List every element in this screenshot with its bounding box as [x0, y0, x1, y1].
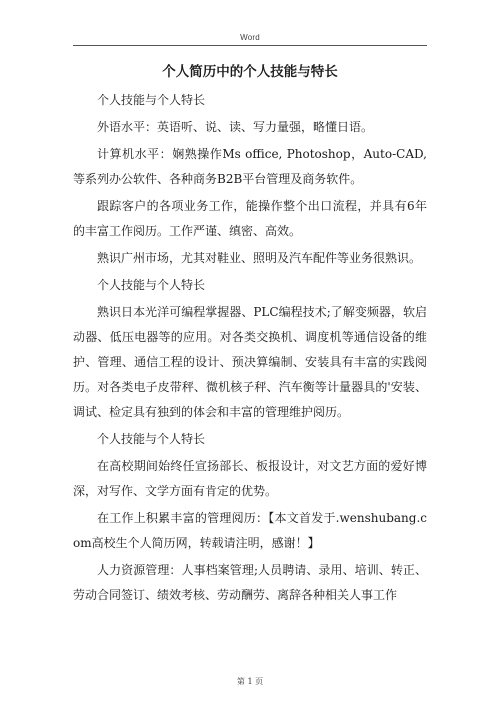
paragraph: 熟识广州市场，尤其对鞋业、照明及汽车配件等业务很熟识。: [97, 251, 422, 265]
section-heading: 个人技能与个人特长: [97, 432, 206, 446]
header-label: Word: [240, 33, 260, 42]
section-heading: 个人技能与个人特长: [97, 93, 206, 107]
paragraph: 计算机水平：娴熟操作Ms office, Photoshop，Auto-CAD,等系列办公软件、各种商务B2B平台管理及商务软件。: [73, 147, 427, 186]
paragraph: 外语水平：英语听、说、读、写力量强，略懂日语。: [97, 120, 374, 134]
paragraph: 在工作上积累丰富的管理阅历：【本文首发于.wenshubang.com高校生个人简历网，转载请注明，感谢！】: [73, 511, 427, 550]
paragraph: 熟识日本光洋可编程掌握器、PLC编程技术;了解变频器，软启动器、低压电器等的应用。对各类交换机、调度机等通信设备的维护、管理、通信工程的设计、预决算编制、安装具有丰富的实践阅历。对各类电子皮带秤、微机核子秤、汽车衡等计量器具的'安装、调试、检定具有独到的体会和丰富的管理维护阅历。: [73, 305, 427, 419]
document-title: 个人简历中的个人技能与特长: [162, 64, 338, 80]
paragraph: 跟踪客户的各项业务工作，能操作整个出口流程，并具有6年的丰富工作阅历。工作严谨、缜密、高效。: [73, 199, 427, 238]
paragraph: 人力资源管理：人事档案管理;人员聘请、录用、培训、转正、劳动合同签订、绩效考核、劳动酬劳、离辞各种相关人事工作: [73, 563, 427, 602]
paragraph: 在高校期间始终任宣扬部长、板报设计，对文艺方面的爱好博深，对写作、文学方面有肯定的优势。: [73, 459, 427, 498]
document-body: [73, 62, 427, 610]
header-divider: [73, 45, 427, 46]
section-heading: 个人技能与个人特长: [97, 278, 206, 292]
page-number: 第 1 页: [236, 677, 264, 686]
